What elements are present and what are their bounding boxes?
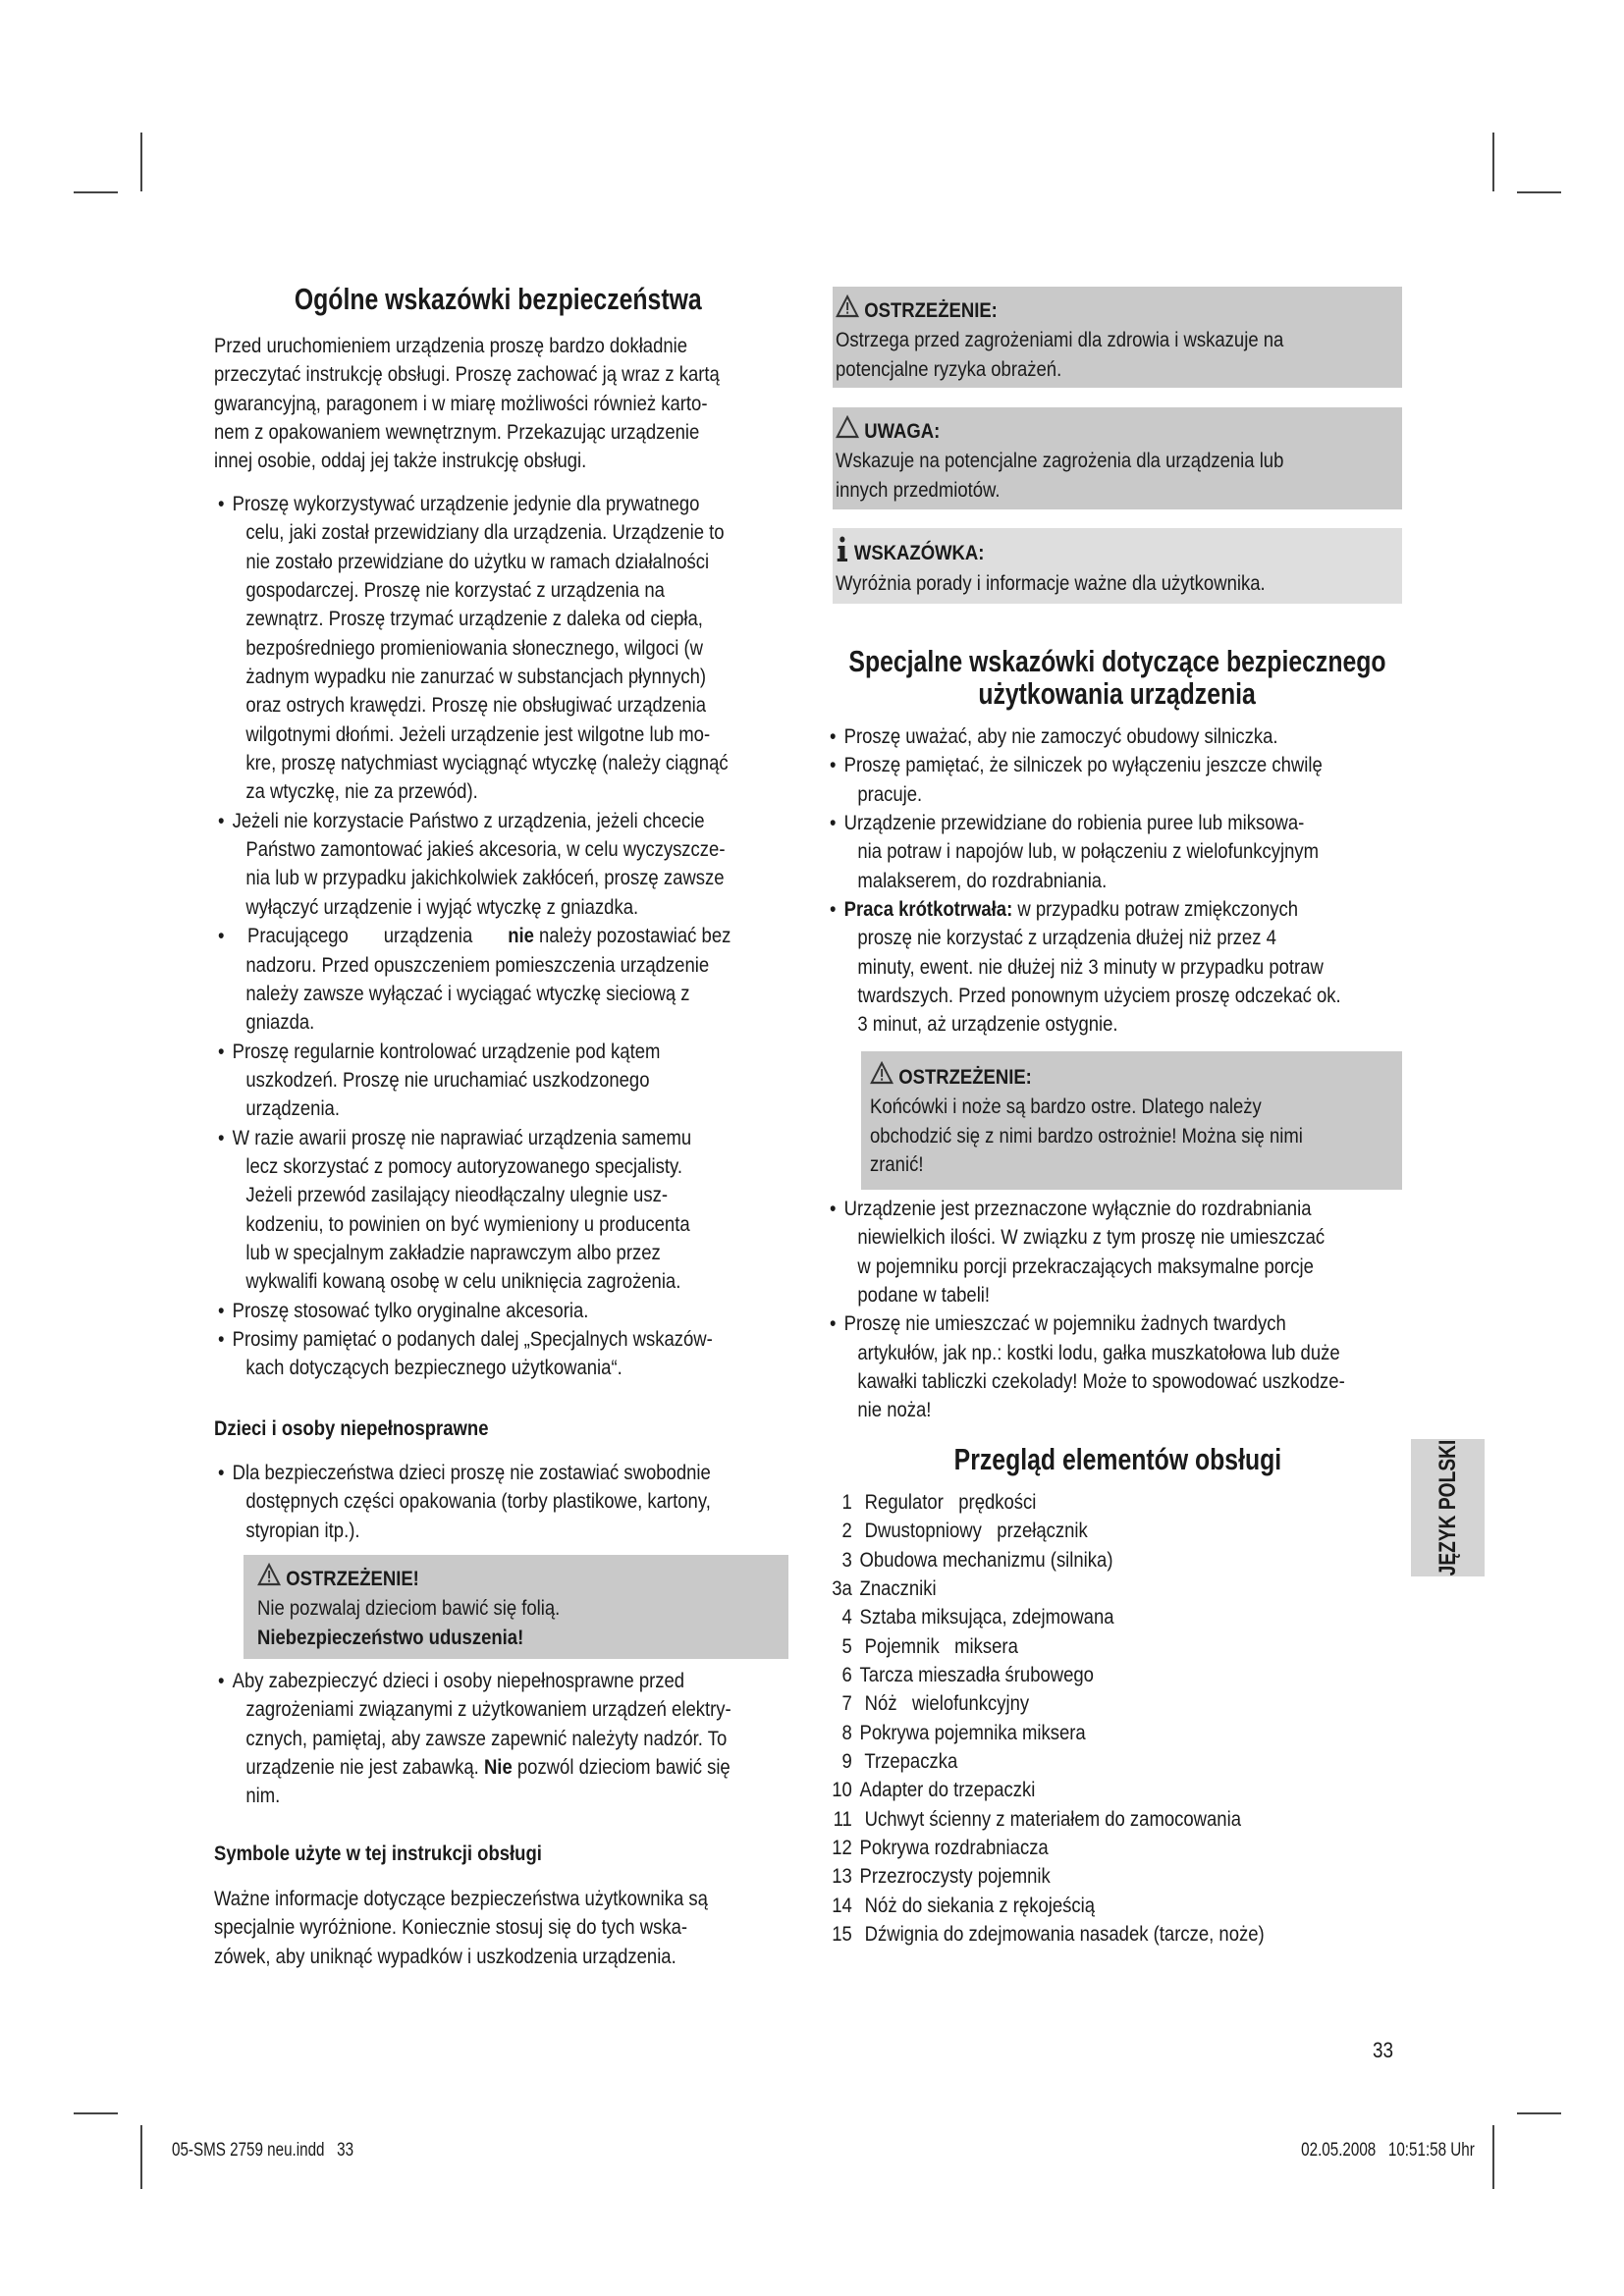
part-label: Znaczniki [859, 1576, 937, 1601]
bullet-icon: • [218, 1039, 225, 1063]
section-title [214, 283, 782, 315]
text-line: Proszę wykorzystywać urządzenie jedynie dla prywatnego [232, 492, 700, 515]
text-line: Aby zabezpieczyć dzieci i osoby niepełnosprawne przed [232, 1669, 685, 1692]
bullet-icon: • [830, 753, 837, 777]
text-line: lub w specjalnym zakładzie naprawczym albo przez [245, 1240, 661, 1264]
text-line: nia lub w przypadku jakichkolwiek zakłóceń, proszę zawsze [245, 866, 725, 890]
part-number: 15 [832, 1922, 852, 1947]
text-line: 3 minut, aż urządzenie ostygnie. [857, 1012, 1118, 1037]
part-number: 3 [841, 1547, 852, 1572]
intro-paragraph [214, 332, 782, 476]
warning-text: Nie pozwalaj dzieciom bawić się folią. [257, 1596, 561, 1621]
children-bullet [218, 1459, 785, 1545]
page-number: 33 [1373, 2038, 1394, 2062]
text-line: żadnym wypadku nie zanurzać w substancjach płynnych) [245, 665, 707, 689]
text-line: przeczytać instrukcję obsługi. Proszę zachować ją wraz z kartą [214, 362, 720, 387]
text-line: Wyróżnia porady i informacje ważne dla użytkownika. [836, 571, 1266, 596]
bullet-item [218, 922, 785, 1037]
text-line: zranić! [870, 1152, 924, 1177]
bullet-icon: • [218, 1461, 225, 1484]
part-label: Uchwyt ścienny z materiałem do zamocowania [859, 1806, 1241, 1831]
safety-bullet-list [218, 490, 785, 1383]
part-label: Sztaba miksująca, zdejmowana [859, 1605, 1114, 1629]
parts-list-item [827, 1661, 1401, 1689]
part-label: Nóż do siekania z rękojeścią [859, 1893, 1096, 1917]
part-label: Dźwignia do zdejmowania nasadek (tarcze, noże) [859, 1922, 1265, 1947]
crop-mark [74, 2112, 118, 2114]
bullet-icon: • [830, 724, 837, 748]
text-line: cznych, pamiętaj, aby zawsze zapewnić należyty nadzór. To [245, 1726, 728, 1750]
part-label: Pokrywa rozdrabniacza [859, 1836, 1049, 1860]
symbols-paragraph [214, 1885, 782, 1971]
crop-mark [1517, 191, 1561, 193]
text-line: wilgotnymi dłońmi. Jeżeli urządzenie jest wilgotne lub mo- [245, 721, 711, 746]
text-line: celu, jaki został przewidziany dla urządzenia. Urządzenie to [245, 520, 725, 545]
part-label: Przezroczysty pojemnik [859, 1864, 1051, 1889]
bullet-item [218, 490, 785, 807]
language-side-tab [1411, 1439, 1485, 1576]
part-number: 11 [833, 1806, 852, 1831]
symbols-heading: Symbole użyte w tej instrukcji obsługi [214, 1842, 542, 1865]
parts-list-item [827, 1603, 1401, 1631]
blade-warning-box [861, 1051, 1402, 1190]
text-line: kre, proszę natychmiast wyciągnąć wtyczkę (należy ciągnąć [245, 751, 729, 775]
part-number: 5 [841, 1633, 852, 1658]
parts-list-item [827, 1689, 1401, 1718]
bold-text: Nie [483, 1755, 513, 1780]
caution-triangle-icon [836, 415, 859, 447]
crop-mark [140, 133, 142, 191]
text-line: Przed uruchomieniem urządzenia proszę bardzo dokładnie [214, 334, 688, 357]
part-number: 7 [841, 1691, 852, 1716]
text-line: Proszę nie umieszczać w pojemniku żadnych twardych [843, 1311, 1286, 1336]
parts-list-item [827, 1517, 1401, 1545]
text-line: Jeżeli przewód zasilający nieodłączalny ulegnie usz- [245, 1183, 668, 1207]
bullet-item [218, 807, 785, 922]
bullet-item [830, 722, 1404, 751]
bullet-icon: • [218, 1125, 225, 1149]
part-number: 14 [832, 1893, 852, 1917]
text-line: nadzoru. Przed opuszczeniem pomieszczenia urządzenie [245, 952, 710, 977]
notice-header [836, 536, 1401, 569]
text-line: twardszych. Przed ponownym użyciem proszę odczekać ok. [857, 984, 1341, 1008]
text-line: gwarancyjną, paragonem i w miarę możliwości również karto- [214, 391, 708, 415]
text-segment: urządzenie nie jest zabawką. [245, 1755, 484, 1780]
text-line: W razie awarii proszę nie naprawiać urządzenia samemu [232, 1125, 692, 1149]
parts-list-item [827, 1747, 1401, 1776]
text-line [218, 1753, 785, 1782]
text-line: należy zawsze wyłączać i wyciągać wtyczkę sieciową z [245, 981, 690, 1005]
text-line: potencjalne ryzyka obrażeń. [836, 356, 1062, 381]
parts-list-item [827, 1805, 1401, 1834]
part-label: Pojemnik miksera [859, 1633, 1018, 1658]
text-line: Końcówki i noże są bardzo ostre. Dlatego należy [870, 1095, 1262, 1119]
part-number: 13 [832, 1864, 852, 1889]
text-line: urządzenia. [245, 1096, 340, 1121]
text-line: zagrożeniami związanymi z użytkowaniem urządzeń elektry- [245, 1697, 731, 1722]
bullet-item [830, 751, 1404, 809]
notice-box [833, 287, 1402, 388]
bullet-icon: • [218, 808, 225, 832]
bullet-item [830, 809, 1404, 895]
part-label: Adapter do trzepaczki [859, 1778, 1036, 1802]
parts-list-item [827, 1632, 1401, 1661]
text-line: minuty, ewent. nie dłużej niż 3 minuty w przypadku potraw [857, 954, 1324, 979]
part-number: 3a [832, 1576, 852, 1601]
warning-label: OSTRZEŻENIE! [286, 1566, 419, 1590]
parts-list-item [827, 1862, 1401, 1891]
text-segment: pozwól dzieciom bawić się [512, 1755, 731, 1780]
children-bullet [218, 1667, 785, 1811]
bullet-item [218, 1459, 785, 1545]
text-line: Proszę uważać, aby nie zamoczyć obudowy silniczka. [843, 724, 1278, 748]
bullet-item [218, 1325, 785, 1383]
text-line: innych przedmiotów. [836, 477, 1001, 502]
bullet-icon: • [218, 924, 225, 948]
side-tab-label: JĘZYK POLSKI [1434, 1439, 1461, 1576]
text-line: Urządzenie przewidziane do robienia puree lub miksowa- [843, 811, 1305, 835]
text-line: wyłączyć urządzenie i wyjąć wtyczkę z gniazdka. [245, 894, 639, 919]
bullet-icon: • [218, 1298, 225, 1322]
text-line: gniazda. [245, 1010, 315, 1035]
notice-content [836, 536, 1401, 599]
text-line [218, 922, 785, 950]
parts-list-item [827, 1719, 1401, 1747]
bold-text: Praca krótkotrwała: [843, 897, 1013, 922]
section-title [833, 645, 1402, 710]
parts-list-item [827, 1834, 1401, 1862]
text-line: nie zostało przewidziane do użytku w ramach działalności [245, 549, 710, 573]
part-number: 2 [841, 1519, 852, 1543]
text-line: Ostrzega przed zagrożeniami dla zdrowia i wskazuje na [836, 328, 1284, 352]
notice-label: OSTRZEŻENIE: [864, 297, 998, 322]
footer-timestamp: 02.05.2008 10:51:58 Uhr [1301, 2140, 1475, 2161]
bullet-icon: • [218, 1669, 225, 1692]
bullet-item [218, 1038, 785, 1124]
bullet-icon: • [830, 897, 837, 922]
crop-mark [1517, 2112, 1561, 2114]
text-line: innej osobie, oddaj jej także instrukcję obsługi. [214, 449, 587, 473]
text-line: w pojemniku porcji przekraczających maksymalne porcje [857, 1254, 1314, 1278]
text-line: lecz skorzystać z pomocy autoryzowanego specjalisty. [245, 1153, 683, 1178]
text-line: Ważne informacje dotyczące bezpieczeństwa użytkownika są [214, 1887, 708, 1910]
parts-list-item [827, 1488, 1401, 1517]
text-line: wykwalifi kowaną osobę w celu uniknięcia zagrożenia. [245, 1269, 681, 1294]
text-line: dostępnych części opakowania (torby plastikowe, kartony, [245, 1489, 711, 1514]
crop-mark [140, 2125, 142, 2189]
text-line: nia potraw i napojów lub, w połączeniu z wielofunkcyjnym [857, 839, 1320, 864]
text-line: bezpośredniego promieniowania słonecznego, wilgoci (w [245, 635, 703, 660]
text-line: niewielkich ilości. W związku z tym proszę nie umieszczać [857, 1225, 1326, 1250]
notice-content [836, 415, 1401, 505]
part-label: Nóż wielofunkcyjny [859, 1691, 1030, 1716]
text-segment: Pracującego urządzenia [232, 924, 509, 948]
parts-list-item [827, 1920, 1401, 1949]
text-line: uszkodzeń. Proszę nie uruchamiać uszkodzonego [245, 1067, 650, 1092]
text-line: nim. [245, 1784, 281, 1808]
bullet-item [218, 1124, 785, 1297]
notice-header [836, 294, 1401, 326]
text-line: obchodzić się z nimi bardzo ostrożnie! Można się nimi [870, 1123, 1303, 1148]
text-line: zówek, aby uniknąć wypadków i uszkodzenia urządzenia. [214, 1944, 677, 1968]
footer-file-info: 05-SMS 2759 neu.indd 33 [172, 2140, 354, 2161]
text-segment: w przypadku potraw zmiękczonych [1012, 897, 1299, 922]
special-bullet-list [830, 722, 1404, 1040]
part-label: Obudowa mechanizmu (silnika) [859, 1547, 1113, 1572]
notice-content [836, 294, 1401, 384]
warning-triangle-icon [836, 294, 859, 326]
text-line: Dla bezpieczeństwa dzieci proszę nie zostawiać swobodnie [232, 1461, 711, 1484]
text-line: Jeżeli nie korzystacie Państwo z urządzenia, jeżeli chcecie [232, 808, 705, 832]
part-number: 12 [832, 1836, 852, 1860]
text-line: kodzeniu, to powinien on być wymieniony u producenta [245, 1211, 690, 1236]
text-line: Prosimy pamiętać o podanych dalej „Specjalnych wskazów- [232, 1326, 713, 1351]
text-line: oraz ostrych krawędzi. Proszę nie obsługiwać urządzenia [245, 693, 707, 718]
text-segment: należy pozostawiać bez [533, 924, 731, 948]
bullet-icon: • [218, 1326, 225, 1351]
text-line: specjalnie wyróżnione. Koniecznie stosuj się do tych wska- [214, 1915, 688, 1940]
text-line: artykułów, jak np.: kostki lodu, gałka muszkatołowa lub duże [857, 1340, 1340, 1364]
bullet-icon: • [830, 811, 837, 835]
text-line: Państwo zamontować jakieś akcesoria, w celu wyczyszcze- [245, 837, 726, 862]
notice-header [836, 415, 1401, 447]
text-line: Proszę stosować tylko oryginalne akcesoria. [232, 1298, 589, 1322]
text-line: gospodarczej. Proszę nie korzystać z urządzenia na [245, 578, 665, 603]
part-number: 8 [841, 1720, 852, 1744]
special-title-line: Specjalne wskazówki dotyczące bezpiecznego [848, 644, 1386, 678]
text-line: Proszę pamiętać, że silniczek po wyłączeniu jeszcze chwilę [843, 753, 1323, 777]
parts-list [827, 1488, 1401, 1949]
text-line: kach dotyczących bezpiecznego użytkowania“. [245, 1356, 623, 1380]
text-line: Proszę regularnie kontrolować urządzenie pod kątem [232, 1039, 661, 1063]
warning-label: OSTRZEŻENIE: [898, 1064, 1032, 1089]
info-icon [836, 536, 849, 569]
bullet-item [830, 1195, 1404, 1309]
children-heading: Dzieci i osoby niepełnosprawne [214, 1416, 489, 1440]
part-number: 9 [841, 1749, 852, 1774]
overview-title: Przegląd elementów obsługi [953, 1442, 1281, 1476]
warning-triangle-icon [257, 1563, 281, 1594]
special-bullet-list [830, 1195, 1404, 1425]
text-line: malakserem, do rozdrabniania. [857, 868, 1108, 892]
part-number: 4 [841, 1605, 852, 1629]
crop-mark [1492, 2125, 1494, 2189]
crop-mark [1492, 133, 1494, 191]
text-line: podane w tabeli! [857, 1283, 991, 1308]
parts-list-item [827, 1575, 1401, 1603]
bullet-item [830, 895, 1404, 1040]
part-label: Trzepaczka [859, 1749, 958, 1774]
parts-list-item [827, 1776, 1401, 1804]
bold-text: nie [508, 924, 534, 948]
text-line [830, 895, 1404, 924]
warning-triangle-icon [870, 1061, 893, 1093]
section-title [833, 1443, 1402, 1475]
part-number: 1 [841, 1490, 852, 1514]
part-number: 6 [841, 1663, 852, 1687]
children-warning-box [244, 1555, 788, 1659]
notice-box [833, 407, 1402, 509]
part-label: Tarcza mieszadła śrubowego [859, 1663, 1094, 1687]
text-line: nie noża! [857, 1398, 932, 1422]
bullet-icon: • [830, 1311, 837, 1336]
special-title-line: użytkowania urządzenia [978, 676, 1257, 711]
text-line: pracuje. [857, 781, 923, 806]
notice-box [833, 528, 1402, 604]
text-line: nem z opakowaniem wewnętrznym. Przekazując urządzenie [214, 420, 700, 445]
text-line: zewnątrz. Proszę trzymać urządzenie z daleka od ciepła, [245, 607, 703, 631]
text-line: za wtyczkę, nie za przewód). [245, 779, 478, 804]
bullet-item [218, 1297, 785, 1325]
text-line: styropian itp.). [245, 1518, 360, 1542]
general-safety-title: Ogólne wskazówki bezpieczeństwa [294, 282, 702, 316]
text-line: Wskazuje na potencjalne zagrożenia dla urządzenia lub [836, 449, 1284, 473]
text-line: proszę nie korzystać z urządzenia dłużej niż przez 4 [857, 926, 1276, 950]
parts-list-item [827, 1546, 1401, 1575]
notice-label: WSKAZÓWKA: [853, 540, 985, 564]
parts-list-item [827, 1892, 1401, 1920]
part-label: Regulator prędkości [859, 1490, 1037, 1514]
bullet-icon: • [218, 492, 225, 515]
part-label: Dwustopniowy przełącznik [859, 1519, 1088, 1543]
bullet-item [830, 1309, 1404, 1424]
text-line: Urządzenie jest przeznaczone wyłącznie do rozdrabniania [843, 1197, 1312, 1220]
bullet-icon: • [830, 1197, 837, 1220]
part-number: 10 [832, 1778, 852, 1802]
part-label: Pokrywa pojemnika miksera [859, 1720, 1086, 1744]
crop-mark [74, 191, 118, 193]
bullet-item [218, 1667, 785, 1811]
text-line: kawałki tabliczki czekolady! Może to spowodować uszkodze- [857, 1369, 1345, 1394]
notice-label: UWAGA: [864, 418, 941, 443]
warning-bold-text: Niebezpieczeństwo uduszenia! [257, 1625, 524, 1649]
